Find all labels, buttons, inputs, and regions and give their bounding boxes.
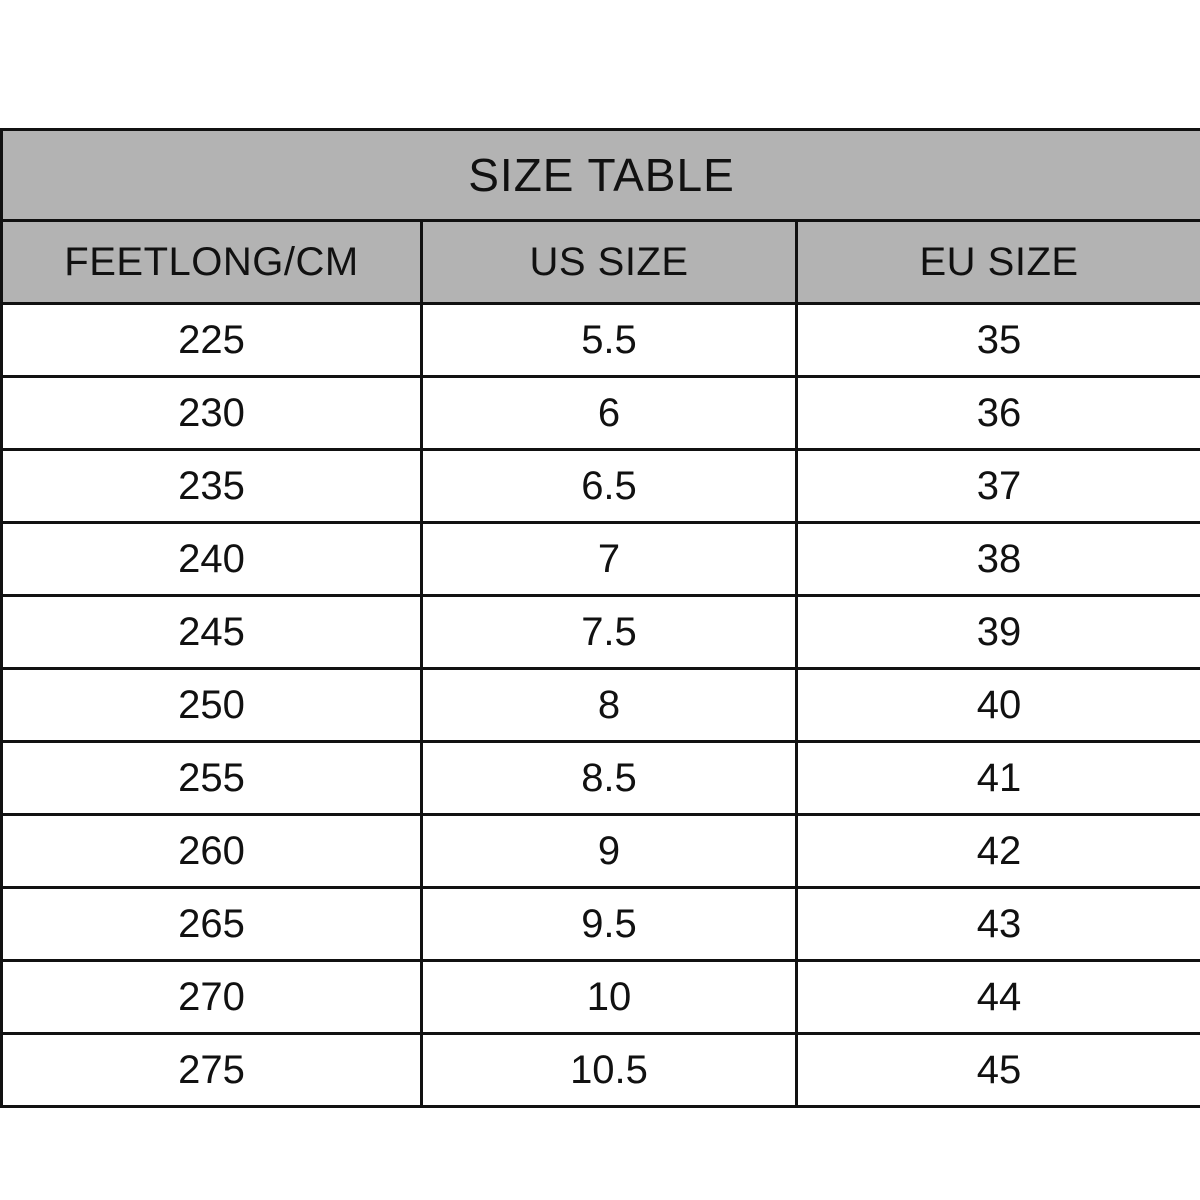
- table-header-row: [2, 221, 1200, 304]
- cell-eu-size: 36: [797, 377, 1200, 450]
- cell-feetlong: 230: [2, 377, 422, 450]
- table-row: [2, 1034, 1200, 1107]
- cell-us-size: 8: [422, 669, 797, 742]
- cell-eu-size: 35: [797, 304, 1200, 377]
- cell-feetlong: 240: [2, 523, 422, 596]
- cell-feetlong: 255: [2, 742, 422, 815]
- cell-us-size: 8.5: [422, 742, 797, 815]
- cell-feetlong: 265: [2, 888, 422, 961]
- column-header-us-size: US SIZE: [422, 221, 797, 304]
- table-row: [2, 377, 1200, 450]
- cell-feetlong: 275: [2, 1034, 422, 1107]
- cell-us-size: 10.5: [422, 1034, 797, 1107]
- cell-eu-size: 40: [797, 669, 1200, 742]
- table-title-row: [2, 130, 1200, 221]
- table-row: [2, 815, 1200, 888]
- table-title: SIZE TABLE: [2, 130, 1200, 221]
- cell-eu-size: 45: [797, 1034, 1200, 1107]
- cell-eu-size: 38: [797, 523, 1200, 596]
- cell-us-size: 6: [422, 377, 797, 450]
- table-row: [2, 669, 1200, 742]
- cell-us-size: 5.5: [422, 304, 797, 377]
- cell-us-size: 9.5: [422, 888, 797, 961]
- column-header-feetlong: FEETLONG/CM: [2, 221, 422, 304]
- cell-us-size: 6.5: [422, 450, 797, 523]
- table-row: [2, 304, 1200, 377]
- table-row: [2, 742, 1200, 815]
- size-table: [0, 128, 1200, 1108]
- cell-feetlong: 250: [2, 669, 422, 742]
- table-row: [2, 596, 1200, 669]
- cell-feetlong: 235: [2, 450, 422, 523]
- cell-us-size: 10: [422, 961, 797, 1034]
- table-row: [2, 523, 1200, 596]
- cell-us-size: 7: [422, 523, 797, 596]
- table-row: [2, 450, 1200, 523]
- table-row: [2, 888, 1200, 961]
- cell-eu-size: 44: [797, 961, 1200, 1034]
- cell-feetlong: 270: [2, 961, 422, 1034]
- cell-feetlong: 245: [2, 596, 422, 669]
- column-header-eu-size: EU SIZE: [797, 221, 1200, 304]
- cell-eu-size: 37: [797, 450, 1200, 523]
- cell-us-size: 9: [422, 815, 797, 888]
- cell-eu-size: 41: [797, 742, 1200, 815]
- cell-eu-size: 43: [797, 888, 1200, 961]
- cell-feetlong: 260: [2, 815, 422, 888]
- table-row: [2, 961, 1200, 1034]
- size-table-container: [0, 128, 1200, 1108]
- cell-feetlong: 225: [2, 304, 422, 377]
- cell-eu-size: 39: [797, 596, 1200, 669]
- cell-us-size: 7.5: [422, 596, 797, 669]
- cell-eu-size: 42: [797, 815, 1200, 888]
